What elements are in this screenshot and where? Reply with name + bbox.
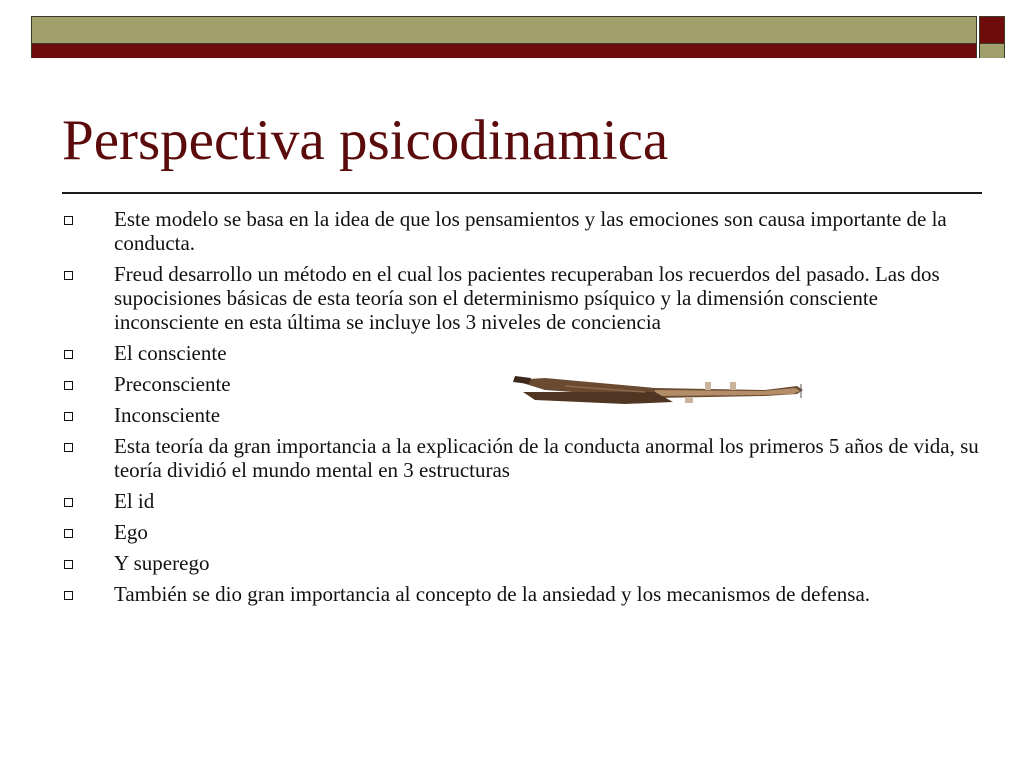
hollow-square-bullet-icon xyxy=(64,591,73,600)
hollow-square-bullet-icon xyxy=(64,350,73,359)
bullet-text: El consciente xyxy=(114,341,227,365)
bullet-item xyxy=(62,207,982,255)
bullet-item xyxy=(62,434,982,482)
hollow-square-bullet-icon xyxy=(64,498,73,507)
bullet-text: Y superego xyxy=(114,551,210,575)
corner-olive-band xyxy=(980,44,1004,58)
airplane-image xyxy=(505,368,807,414)
hollow-square-bullet-icon xyxy=(64,271,73,280)
slide-title: Perspectiva psicodinamica xyxy=(62,109,669,172)
bullet-item xyxy=(62,341,982,365)
bullet-text: Preconsciente xyxy=(114,372,231,396)
bullet-item xyxy=(62,262,982,334)
hollow-square-bullet-icon xyxy=(64,381,73,390)
title-divider xyxy=(62,192,982,194)
hollow-square-bullet-icon xyxy=(64,443,73,452)
bullet-item xyxy=(62,582,982,606)
header-olive-band xyxy=(32,17,976,44)
bullet-text: También se dio gran importancia al concepto de la ansiedad y los mecanismos de defensa. xyxy=(114,582,871,606)
bullet-text: Este modelo se basa en la idea de que los pensamientos y las emociones son causa importante de la conducta. xyxy=(114,207,947,255)
bullet-text: Ego xyxy=(114,520,148,544)
hollow-square-bullet-icon xyxy=(64,216,73,225)
bullet-item xyxy=(62,520,982,544)
header-corner-box xyxy=(979,16,1005,58)
bullet-text: Inconsciente xyxy=(114,403,221,427)
corner-red-band xyxy=(980,17,1004,44)
bullet-text: El id xyxy=(114,489,155,513)
bullet-text: Freud desarrollo un método en el cual los pacientes recuperaban los recuerdos del pasado. Las dos supocisiones básicas de esta teoría son el determinismo psíquico y la dimensión consciente inconsciente en esta última se incluye los 3 niveles de conciencia xyxy=(114,262,940,334)
hollow-square-bullet-icon xyxy=(64,412,73,421)
hollow-square-bullet-icon xyxy=(64,529,73,538)
bullet-item xyxy=(62,551,982,575)
hollow-square-bullet-icon xyxy=(64,560,73,569)
bullet-text: Esta teoría da gran importancia a la explicación de la conducta anormal los primeros 5 años de vida, su teoría dividió el mundo mental en 3 estructuras xyxy=(114,434,979,482)
header-decoration-bar xyxy=(31,16,977,58)
header-red-band xyxy=(32,44,976,58)
bullet-item xyxy=(62,489,982,513)
